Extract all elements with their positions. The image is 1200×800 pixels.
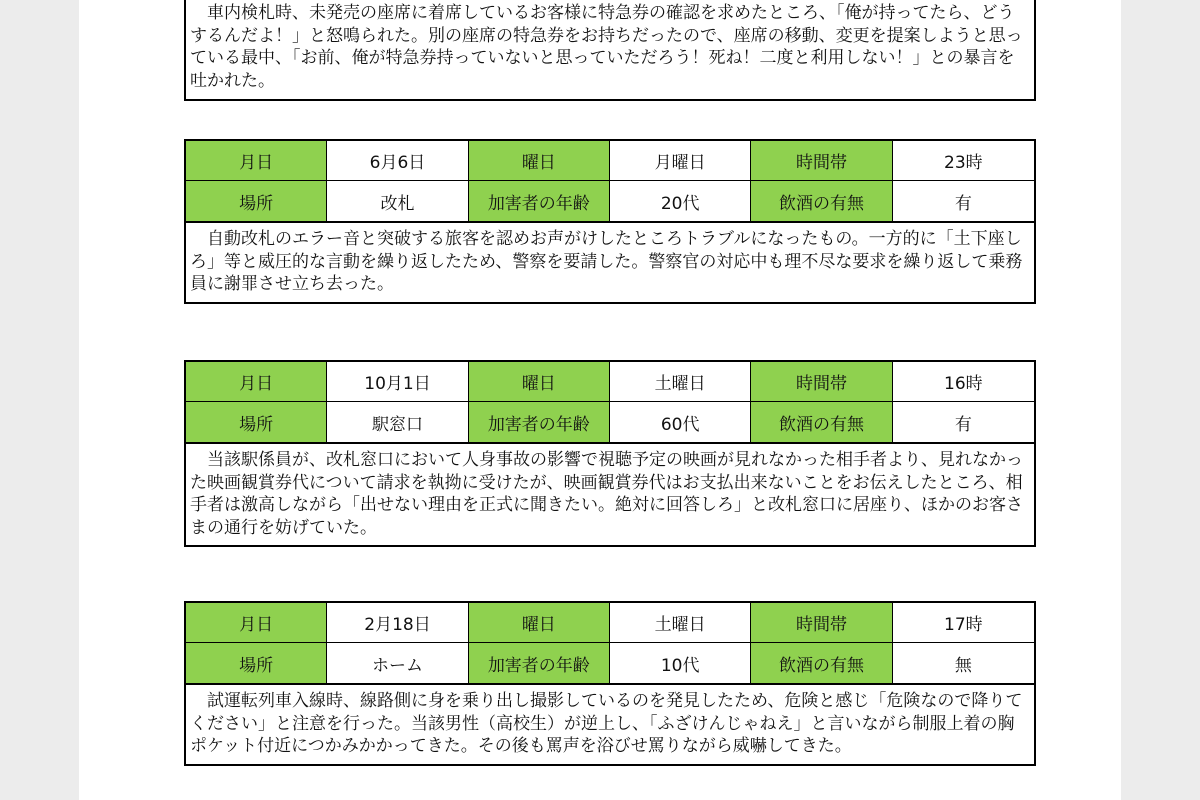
incident-description: 自動改札のエラー音と突破する旅客を認めお声がけしたところトラブルになったもの。一方的に「土下座しろ」等と威圧的な言動を繰り返したため、警察を要請した。警察官の対応中も理不尽な要求を繰り返して乗務員に謝罪させ立ち去った。 (190, 229, 1023, 294)
age-label: 加害者の年齢 (469, 643, 610, 683)
weekday-label: 曜日 (469, 603, 610, 643)
incident-record-partial (184, 0, 1036, 101)
incident-description: 当該駅係員が、改札窓口において人身事故の影響で視聴予定の映画が見れなかった相手者より、見れなかった映画観賞券代について請求を執拗に受けたが、映画観賞券代はお支払出来ないことをお伝えしたところ、相手者は激高しながら「出せない理由を正式に聞きたい。絶対に回答しろ」と改札窓口に居座り、ほかのお客さまの通行を妨げていた。 (190, 450, 1023, 538)
time-value: 16時 (893, 362, 1034, 402)
alcohol-label: 飲酒の有無 (751, 402, 892, 442)
age-label: 加害者の年齢 (469, 402, 610, 442)
incident-info-table (186, 603, 1034, 685)
alcohol-value: 有 (954, 414, 972, 435)
time-label: 時間帯 (751, 603, 892, 643)
place-value: ホーム (327, 643, 468, 683)
date-value: 2月18日 (327, 603, 468, 643)
incident-description: 車内検札時、未発売の座席に着席しているお客様に特急券の確認を求めたところ、「俺が持ってたら、どうするんだよ！」と怒鳴られた。別の座席の特急券をお持ちだったので、座席の移動、変更を提案しようと思っている最中、「お前、俺が特急券持っていないと思っていただろう！死ね！二度と利用しない！」との暴言を吐かれた。 (190, 3, 1023, 91)
date-label: 月日 (186, 603, 327, 643)
time-value: 17時 (893, 603, 1034, 643)
incident-record (184, 601, 1036, 766)
age-label: 加害者の年齢 (469, 181, 610, 221)
date-value: 10月1日 (327, 362, 468, 402)
place-label: 場所 (186, 181, 327, 221)
document-page (79, 0, 1121, 800)
incident-info-table (186, 362, 1034, 444)
alcohol-label: 飲酒の有無 (751, 181, 892, 221)
alcohol-value: 有 (954, 193, 972, 214)
age-value: 10代 (610, 643, 751, 683)
weekday-value: 月曜日 (610, 141, 751, 181)
weekday-label: 曜日 (469, 362, 610, 402)
incident-description: 試運転列車入線時、線路側に身を乗り出し撮影しているのを発見したため、危険と感じ「危険なので降りてください」と注意を行った。当該男性（高校生）が逆上し、「ふざけんじゃねえ」と言いながら制服上着の胸ポケット付近につかみかかってきた。その後も罵声を浴びせ罵りながら威嚇してきた。 (190, 691, 1023, 756)
time-label: 時間帯 (751, 362, 892, 402)
place-value: 駅窓口 (327, 402, 468, 442)
time-label: 時間帯 (751, 141, 892, 181)
incident-record (184, 360, 1036, 547)
time-value: 23時 (893, 141, 1034, 181)
weekday-value: 土曜日 (610, 362, 751, 402)
weekday-label: 曜日 (469, 141, 610, 181)
age-value: 20代 (610, 181, 751, 221)
place-label: 場所 (186, 402, 327, 442)
alcohol-label: 飲酒の有無 (751, 643, 892, 683)
incident-info-table (186, 141, 1034, 223)
place-value: 改札 (327, 181, 468, 221)
incident-record (184, 139, 1036, 304)
date-value: 6月6日 (327, 141, 468, 181)
date-label: 月日 (186, 362, 327, 402)
age-value: 60代 (610, 402, 751, 442)
weekday-value: 土曜日 (610, 603, 751, 643)
date-label: 月日 (186, 141, 327, 181)
place-label: 場所 (186, 643, 327, 683)
alcohol-value: 無 (954, 655, 972, 676)
